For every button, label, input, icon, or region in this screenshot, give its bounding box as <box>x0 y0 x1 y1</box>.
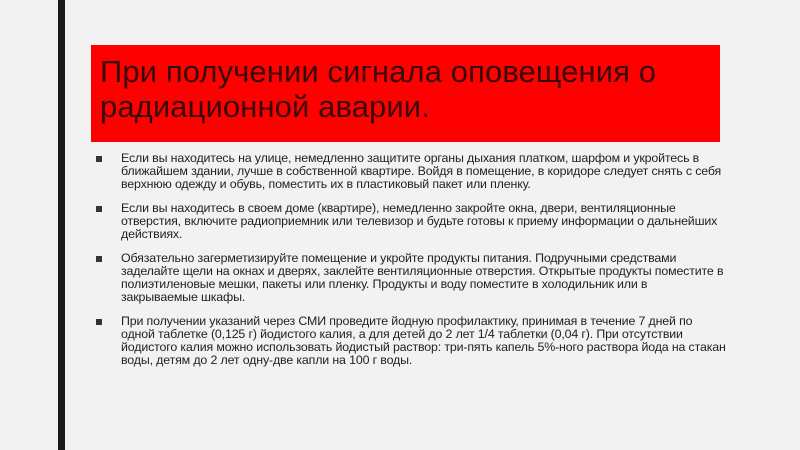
square-bullet-icon <box>96 256 102 262</box>
bullet-text: Если вы находитесь на улице, немедленно защитите органы дыхания платком, шарфом и укройтесь в ближайшем здании, лучше в собственной квартире. Войдя в помещение, в коридоре следует снять с себя верхнюю одежду и обувь, поместить их в пластиковый пакет или пленку. <box>121 151 722 191</box>
bullet-text: При получении указаний через СМИ проведите йодную профилактику, принимая в течение 7 дней по одной таблетке (0,125 г) йодистого калия, а для детей до 2 лет 1/4 таблетки (0,04 г). При отсутствии йодистого калия можно использовать йодистый раствор: три-пять капель 5%-ного раствора йода на стакан воды, детям до 2 лет одну-две капли на 100 г воды. <box>121 314 726 367</box>
title-banner <box>91 45 720 142</box>
square-bullet-icon <box>96 319 102 325</box>
list-item <box>96 252 726 304</box>
square-bullet-icon <box>96 206 102 212</box>
decorative-left-bar <box>58 0 65 450</box>
bullet-text: Если вы находитесь в своем доме (квартире), немедленно закройте окна, двери, вентиляционные отверстия, включите радиоприемник или телевизор и будьте готовы к приему информации о дальнейших действиях. <box>121 201 718 241</box>
list-item <box>96 315 726 367</box>
bullet-text: Обязательно загерметизируйте помещение и укройте продукты питания. Подручными средствами заделайте щели на окнах и дверях, заклейте вентиляционные отверстия. Открытые продукты поместите в полиэтиленовые мешки, пакеты или пленку. Продукты и воду поместите в холодильник или в закрываемые шкафы. <box>121 251 724 304</box>
slide-title: При получении сигнала оповещения о радиационной аварии. <box>100 54 657 124</box>
square-bullet-icon <box>96 156 102 162</box>
bullet-list <box>96 152 726 378</box>
list-item <box>96 152 726 191</box>
list-item <box>96 202 726 241</box>
